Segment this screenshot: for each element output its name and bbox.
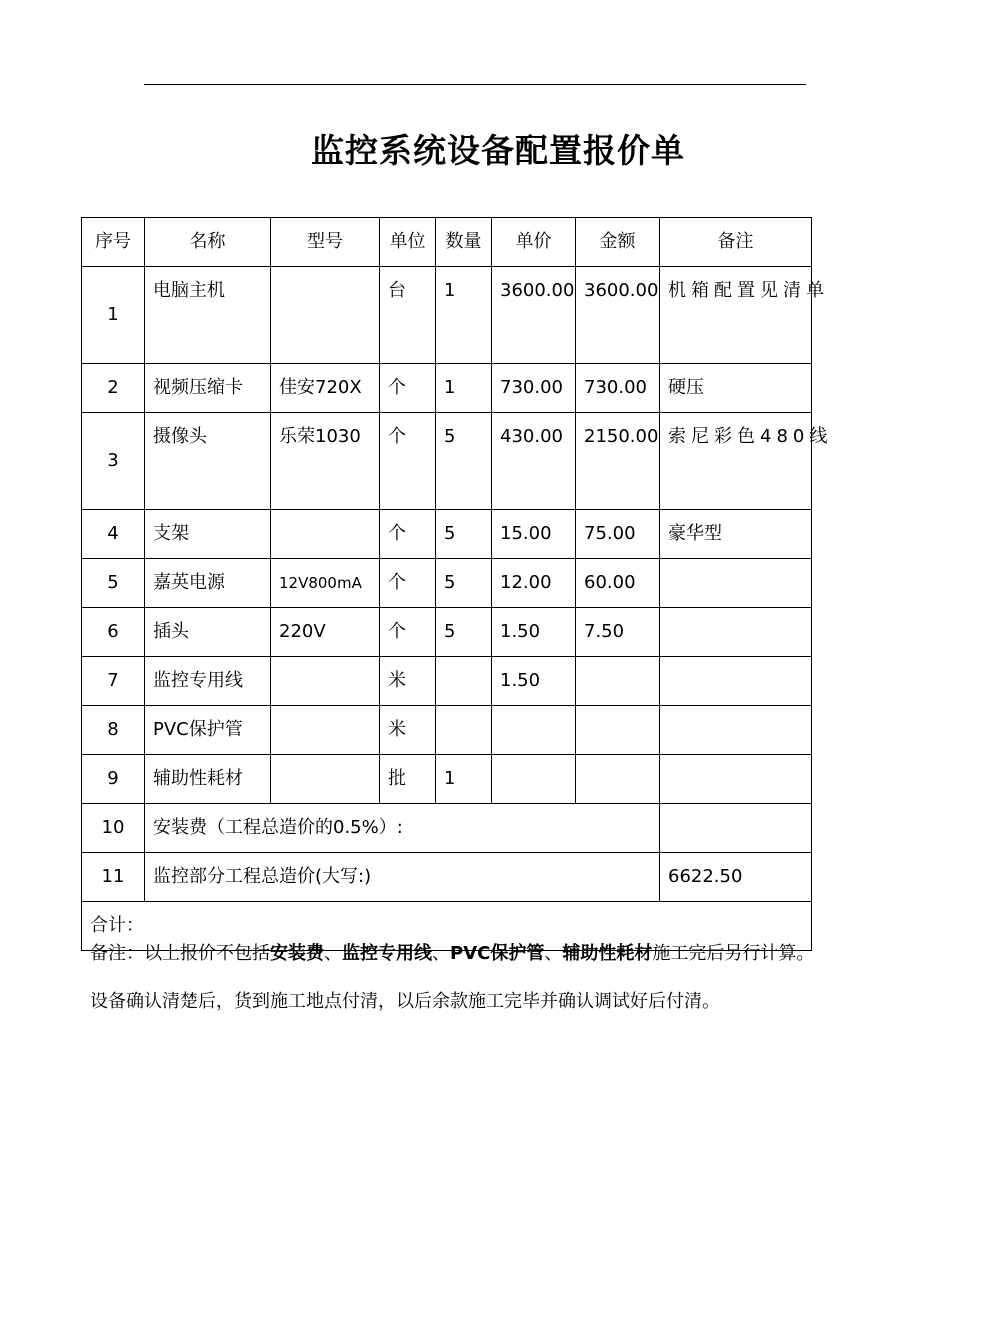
installation-fee-row	[82, 804, 812, 853]
cell-remark	[660, 804, 812, 853]
header-name: 名称	[145, 218, 271, 267]
notes-line-2: 设备确认清楚后，货到施工地点付清，以后余款施工完毕并确认调试好后付清。	[90, 991, 720, 1012]
cell-model	[271, 267, 380, 364]
table-row	[82, 364, 812, 413]
cell-model	[271, 706, 380, 755]
header-amount: 金额	[576, 218, 660, 267]
cell-remark: 硬压	[660, 364, 812, 413]
sum-label: 合计：	[82, 902, 812, 951]
cell-unit: 台	[380, 267, 436, 364]
cell-qty: 5	[436, 413, 492, 510]
table-row	[82, 706, 812, 755]
cell-amount: 2150.00	[576, 413, 660, 510]
cell-name: 辅助性耗材	[145, 755, 271, 804]
cell-amount: 75.00	[576, 510, 660, 559]
cell-model: 佳安720X	[271, 364, 380, 413]
notes-separator: 、	[432, 943, 450, 964]
cell-price: 3600.00	[492, 267, 576, 364]
notes-separator: 、	[544, 943, 563, 964]
table-row	[82, 510, 812, 559]
cell-price: 12.00	[492, 559, 576, 608]
cell-no: 5	[82, 559, 145, 608]
table-row	[82, 413, 812, 510]
cell-unit: 个	[380, 364, 436, 413]
header-unit: 单位	[380, 218, 436, 267]
cell-amount	[576, 755, 660, 804]
grand-total-label: 监控部分工程总造价(大写:)	[145, 853, 660, 902]
cell-qty: 1	[436, 755, 492, 804]
cell-qty: 5	[436, 510, 492, 559]
cell-amount: 60.00	[576, 559, 660, 608]
grand-total-row	[82, 853, 812, 902]
cell-remark: 机箱配置见清单	[660, 267, 812, 364]
cell-qty	[436, 657, 492, 706]
cell-unit: 个	[380, 413, 436, 510]
cell-qty: 5	[436, 608, 492, 657]
cell-model	[271, 510, 380, 559]
header-qty: 数量	[436, 218, 492, 267]
notes-item-pvc: PVC保护管	[450, 943, 545, 964]
cell-amount	[576, 657, 660, 706]
top-rule	[144, 84, 806, 85]
cell-amount	[576, 706, 660, 755]
table-row	[82, 559, 812, 608]
cell-name: 监控专用线	[145, 657, 271, 706]
header-price: 单价	[492, 218, 576, 267]
notes-suffix: 施工完后另行计算。	[652, 943, 815, 964]
header-model: 型号	[271, 218, 380, 267]
cell-unit: 个	[380, 559, 436, 608]
cell-qty: 5	[436, 559, 492, 608]
cell-model: 乐荣1030	[271, 413, 380, 510]
cell-remark	[660, 608, 812, 657]
cell-name: 摄像头	[145, 413, 271, 510]
cell-amount: 730.00	[576, 364, 660, 413]
cell-qty	[436, 706, 492, 755]
cell-no: 6	[82, 608, 145, 657]
header-remark: 备注	[660, 218, 812, 267]
cell-name: 支架	[145, 510, 271, 559]
cell-no: 8	[82, 706, 145, 755]
header-no: 序号	[82, 218, 145, 267]
notes-prefix: 备注：以上报价不包括	[90, 943, 270, 964]
cell-model: 220V	[271, 608, 380, 657]
cell-unit: 米	[380, 657, 436, 706]
cell-name: PVC保护管	[145, 706, 271, 755]
cell-price	[492, 706, 576, 755]
notes-line-1	[90, 930, 870, 978]
cell-price: 1.50	[492, 657, 576, 706]
cell-amount: 3600.00	[576, 267, 660, 364]
cell-remark	[660, 559, 812, 608]
cell-no: 4	[82, 510, 145, 559]
notes	[90, 930, 870, 1026]
cell-unit: 个	[380, 510, 436, 559]
cell-name: 视频压缩卡	[145, 364, 271, 413]
page-title: 监控系统设备配置报价单	[311, 131, 685, 170]
cell-qty: 1	[436, 364, 492, 413]
notes-separator: 、	[324, 943, 342, 964]
cell-no: 2	[82, 364, 145, 413]
quote-table	[81, 217, 833, 951]
cell-remark	[660, 657, 812, 706]
header-row	[82, 218, 812, 267]
cell-unit: 批	[380, 755, 436, 804]
cell-unit: 个	[380, 608, 436, 657]
cell-no: 11	[82, 853, 145, 902]
cell-no: 9	[82, 755, 145, 804]
notes-item-cable: 监控专用线	[342, 943, 432, 964]
table-row	[82, 755, 812, 804]
cell-no: 10	[82, 804, 145, 853]
notes-item-consumables: 辅助性耗材	[562, 943, 653, 964]
cell-model: 12V800mA	[271, 559, 380, 608]
cell-remark: 豪华型	[660, 510, 812, 559]
cell-model	[271, 755, 380, 804]
cell-qty: 1	[436, 267, 492, 364]
installation-fee-label: 安装费（工程总造价的0.5%）:	[145, 804, 660, 853]
table-row	[82, 608, 812, 657]
cell-price: 15.00	[492, 510, 576, 559]
cell-name: 插头	[145, 608, 271, 657]
cell-remark	[660, 755, 812, 804]
cell-unit: 米	[380, 706, 436, 755]
cell-name: 电脑主机	[145, 267, 271, 364]
cell-amount: 7.50	[576, 608, 660, 657]
cell-name: 嘉英电源	[145, 559, 271, 608]
cell-remark: 索尼彩色480线	[660, 413, 812, 510]
cell-no: 3	[82, 413, 145, 510]
cell-price: 730.00	[492, 364, 576, 413]
cell-no: 1	[82, 267, 145, 364]
cell-price: 430.00	[492, 413, 576, 510]
cell-price	[492, 755, 576, 804]
cell-no: 7	[82, 657, 145, 706]
cell-model	[271, 657, 380, 706]
grand-total-value: 6622.50	[660, 853, 812, 902]
table-row	[82, 267, 812, 364]
notes-item-installation: 安装费	[270, 943, 324, 964]
table-row	[82, 657, 812, 706]
cell-price: 1.50	[492, 608, 576, 657]
cell-remark	[660, 706, 812, 755]
